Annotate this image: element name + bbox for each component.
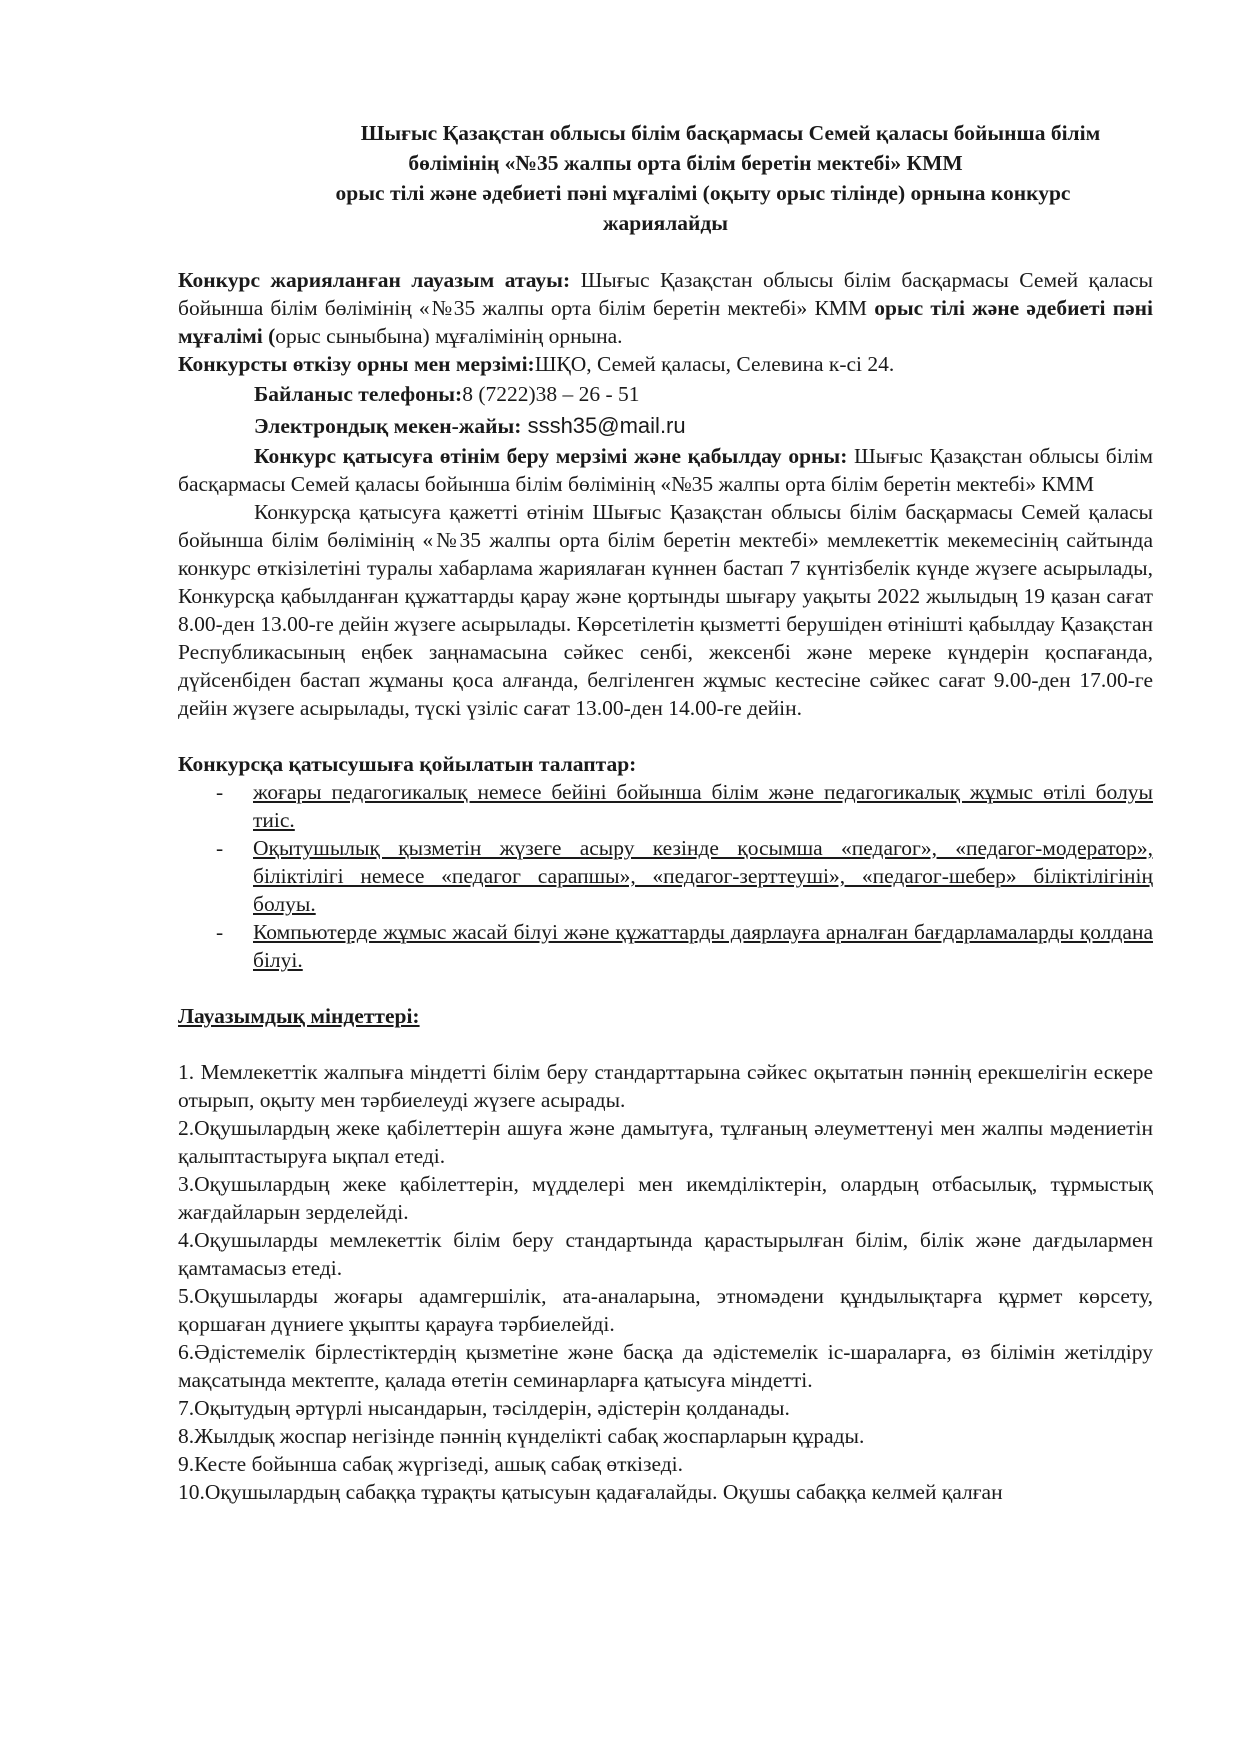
list-item [178,918,1153,974]
position-label: Конкурс жарияланған лауазым атауы: [178,268,571,292]
application-text: Шығыс Қазақстан облысы білім басқармасы Семей қаласы бойынша білім бөлімінің «№35 жалпы орта білім беретін мектебі» КММ [178,444,1153,496]
dash-bullet: - [216,836,224,860]
venue-label: Конкурсты өткізу орны мен мерзімі: [178,352,535,376]
venue-paragraph [178,350,1153,378]
dash-bullet: - [216,780,224,804]
list-item: 6.Әдістемелік бірлестіктердің қызметіне және басқа да әдістемелік іс-шараларға, өз білімін жетілдіру мақсатында мектепте, қалада өтетін семинарларға қатысуға міндетті. [178,1340,1153,1392]
list-item: 2.Оқушылардың жеке қабілеттерін ашуға және дамытуға, тұлғаның әлеуметтенуі мен жалпы мәдениетін қалыптастыруға ықпал етеді. [178,1116,1153,1168]
requirement-text: жоғары педагогикалық немесе бейіні бойынша білім және педагогикалық жұмыс өтілі болуы тиіс. [253,780,1153,832]
list-item: 9.Кесте бойынша сабақ жүргізеді, ашық сабақ өткізеді. [178,1452,684,1476]
requirements-heading-text: Конкурсқа қатысушыға қойылатын талаптар: [178,752,637,776]
venue-text: ШҚО, Семей қаласы, Селевина к-сі 24. [534,352,895,376]
dash-bullet: - [216,920,224,944]
email-text: sssh35@mail.ru [521,413,686,438]
application-label: Конкурс қатысуға өтінім беру мерзімі және қабылдау орны: [254,444,848,468]
phone-paragraph [178,380,1153,408]
duties-list [178,1058,1153,1506]
document-page [178,118,1153,1506]
list-item: 3.Оқушылардың жеке қабілеттерін, мүдделері мен икемділіктерін, олардың отбасылық, тұрмыстық жағдайларын зерделейді. [178,1172,1153,1224]
subject-tail: орыс сыныбына) мұғалімінің орнына. [275,324,623,348]
list-item: 10.Оқушылардың сабаққа тұрақты қатысуын қадағалайды. Оқушы сабаққа келмей қалған [178,1480,1003,1504]
list-item [178,834,1153,918]
list-item: 4.Оқушыларды мемлекеттік білім беру стандартында қарастырылған білім, білік және дағдылармен қамтамасыз етеді. [178,1228,1153,1280]
list-item [178,778,1153,834]
requirements-list [178,778,1153,974]
position-paragraph [178,266,1153,350]
document-title [178,118,1153,238]
duties-heading: Лауазымдық міндеттері: [178,1004,420,1028]
list-item: 5.Оқушыларды жоғары адамгершілік, ата-аналарына, этномәдени құндылықтарға құрмет көрсету, қоршаған дүниеге ұқыпты қарауға тәрбиелейді. [178,1284,1153,1336]
subject-bold: орыс тілі және әдебиеті пәні мұғалімі ( [178,296,1153,348]
requirements-heading [178,750,1153,778]
application-paragraph [178,442,1153,498]
requirement-text: Оқытушылық қызметін жүзеге асыру кезінде қосымша «педагог», «педагог-модератор», біліктілігі немесе «педагог сарапшы», «педагог-зерттеуші», «педагог-шебер» біліктілігінің болуы. [253,836,1153,916]
position-text: Шығыс Қазақстан облысы білім басқармасы Семей қаласы бойынша білім бөлімінің «№35 жалпы орта білім беретін мектебі» КММ [178,268,1153,320]
title-line: бөлімінің «№35 жалпы орта білім беретін мектебі» КММ [408,151,963,175]
requirement-text: Компьютерде жұмыс жасай білуі және құжаттарды даярлауға арналған бағдарламаларды қолдана білуі. [253,920,1153,972]
list-item: 1. Мемлекеттік жалпыға міндетті білім беру стандарттарына сәйкес оқытатын пәннің ерекшелігін ескере отырып, оқыту мен тәрбиелеуді жүзеге асырады. [178,1060,1153,1112]
email-label: Электрондық мекен-жайы: [254,414,522,438]
phone-label: Байланыс телефоны: [254,382,463,406]
title-line: орыс тілі және әдебиеті пәні мұғалімі (оқыту орыс тілінде) орнына конкурс [335,181,1071,205]
title-line: жариялайды [602,211,729,235]
list-item: 8.Жылдық жоспар негізінде пәннің күнделікті сабақ жоспарларын құрады. [178,1424,865,1448]
title-line: Шығыс Қазақстан облысы білім басқармасы Семей қаласы бойынша білім [360,121,1101,145]
procedure-paragraph: Конкурсқа қатысуға қажетті өтінім Шығыс Қазақстан облысы білім басқармасы Семей қаласы бойынша білім бөлімінің «№35 жалпы орта білім беретін мектебі» мемлекеттік мекемесінің сайтында конкурс өткізілетіні туралы хабарлама жариялаған күннен бастап 7 күнтізбелік күнде жүзеге асырылады, Конкурсқа қабылданған құжаттарды қарау және қортынды шығару уақыты 2022 жылыдың 19 қазан сағат 8.00-ден 13.00-ге дейін жүзеге асырылады. Көрсетілетін қызметті берушіден өтінішті қабылдау Қазақстан Республикасының еңбек заңнамасына сәйкес сенбі, жексенбі және мереке күндерін қоспағанда, дүйсенбіден бастап жұманы қоса алғанда, белгіленген жұмыс кестесіне сәйкес сағат 9.00-ден 17.00-ге дейін жүзеге асырылады, түскі үзіліс сағат 13.00-ден 14.00-ге дейін. [178,500,1153,720]
email-paragraph [178,412,1153,440]
list-item: 7.Оқытудың әртүрлі нысандарын, тәсілдерін, әдістерін қолданады. [178,1396,790,1420]
phone-text: 8 (7222)38 – 26 - 51 [462,382,640,406]
